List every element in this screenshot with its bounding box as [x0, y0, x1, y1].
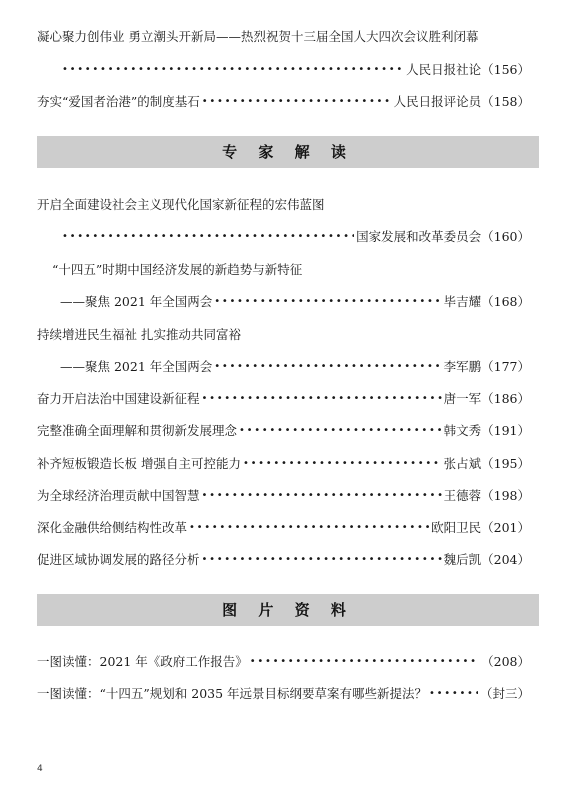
leader-dots: [214, 293, 441, 311]
toc-entry-leader: [60, 358, 530, 376]
section-heading-pictures: 图 片 资 料: [37, 594, 539, 626]
toc-entry-title-text: 开启全面建设社会主义现代化国家新征程的宏伟蓝图: [37, 197, 325, 212]
toc-entry-title-text: 促进区域协调发展的路径分析: [37, 552, 200, 567]
toc-author: 欧阳卫民: [431, 520, 482, 535]
leader-dots: [62, 61, 404, 79]
toc-page: （204）: [481, 552, 530, 567]
toc-author: 张占斌: [443, 456, 482, 471]
toc-page: （198）: [481, 488, 530, 503]
toc-entry-title-text: 夯实“爱国者治港”的制度基石: [37, 94, 200, 109]
toc-author: 王德蓉: [443, 488, 482, 503]
toc-page: （208）: [481, 654, 530, 669]
toc-entry[interactable]: [37, 685, 530, 703]
toc-entry-title-text: 一图读懂：“十四五”规划和 2035 年远景目标纲要草案有哪些新提法？: [37, 686, 428, 701]
toc-author: 韩文秀: [443, 423, 482, 438]
toc-author: 国家发展和改革委员会: [356, 229, 482, 244]
toc-page: （186）: [481, 391, 530, 406]
toc-entry-leader: [60, 228, 530, 246]
toc-page: （191）: [481, 423, 530, 438]
toc-entry-title-text: 完整准确全面理解和贯彻新发展理念: [37, 423, 238, 438]
toc-entry-title-text: 为全球经济治理贡献中国智慧: [37, 488, 200, 503]
toc-entry[interactable]: [37, 455, 530, 473]
page-number: 4: [37, 764, 43, 774]
toc-page: （158）: [481, 94, 530, 109]
toc-page: （201）: [481, 520, 530, 535]
toc-entry-title-text: 深化金融供给侧结构性改革: [37, 520, 188, 535]
toc-author: 魏后凯: [443, 552, 482, 567]
toc-entry-leader: [60, 293, 530, 311]
toc-entry-title-text: 持续增进民生福祉 扎实推动共同富裕: [37, 327, 241, 342]
leader-dots: [243, 455, 442, 473]
toc-entry-title[interactable]: [37, 196, 530, 214]
leader-dots: [214, 358, 441, 376]
toc-entry[interactable]: [37, 519, 530, 537]
toc-author: 李军鹏: [443, 359, 482, 374]
leader-dots: [250, 653, 479, 671]
toc-page: （160）: [481, 229, 530, 244]
leader-dots: [202, 487, 442, 505]
leader-dots: [62, 228, 354, 246]
leader-dots: [202, 390, 442, 408]
leader-dots: [202, 93, 392, 111]
toc-author: 人民日报评论员: [393, 94, 482, 109]
toc-page: （156）: [481, 62, 530, 77]
toc-page: （195）: [481, 456, 530, 471]
toc-page: （封三）: [479, 686, 530, 701]
toc-entry[interactable]: [37, 551, 530, 569]
toc-subtitle: ——聚焦 2021 年全国两会: [60, 294, 213, 309]
toc-entry-title-text: 补齐短板锻造长板 增强自主可控能力: [37, 456, 241, 471]
leader-dots: [202, 551, 442, 569]
toc-entry-title[interactable]: [37, 326, 530, 344]
section-heading-expert: 专 家 解 读: [37, 136, 539, 168]
toc-entry[interactable]: [37, 487, 530, 505]
leader-dots: [429, 685, 478, 703]
toc-page: （168）: [481, 294, 530, 309]
leader-dots: [189, 519, 429, 537]
toc-entry-title-text: 奋力开启法治中国建设新征程: [37, 391, 200, 406]
toc-entry[interactable]: [37, 390, 530, 408]
toc-author: 唐一军: [443, 391, 482, 406]
toc-entry-title-text: 凝心聚力创伟业 勇立潮头开新局——热烈祝贺十三届全国人大四次会议胜利闭幕: [37, 29, 479, 44]
toc-author: 毕吉耀: [443, 294, 482, 309]
toc-entry[interactable]: [37, 653, 530, 671]
toc-entry-title[interactable]: [52, 261, 545, 279]
toc-entry-title-text: 一图读懂：2021 年《政府工作报告》: [37, 654, 248, 669]
toc-entry[interactable]: [37, 93, 530, 111]
toc-page: （177）: [481, 359, 530, 374]
toc-entry-title-text: “十四五”时期中国经济发展的新趋势与新特征: [52, 262, 303, 277]
toc-entry[interactable]: [37, 422, 530, 440]
toc-entry-leader: [60, 61, 530, 79]
leader-dots: [239, 422, 442, 440]
toc-author: 人民日报社论: [406, 62, 482, 77]
toc-subtitle: ——聚焦 2021 年全国两会: [60, 359, 213, 374]
toc-entry-title[interactable]: [37, 28, 530, 46]
